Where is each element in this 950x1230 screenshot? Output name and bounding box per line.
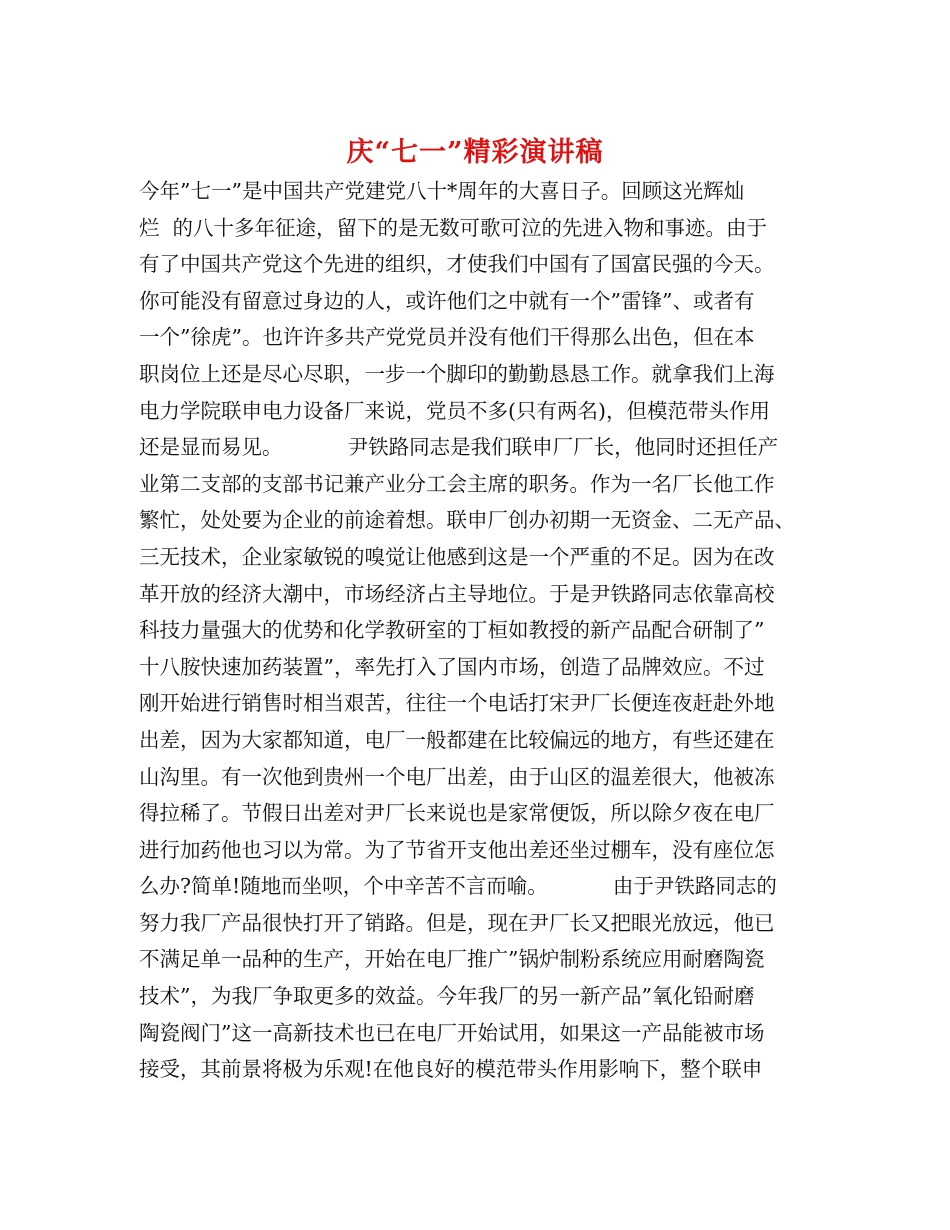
text-line: 烂 的八十多年征途，留下的是无数可歌可泣的先进入物和事迹。由于	[139, 215, 768, 240]
text-line: 繁忙，处处要为企业的前途着想。联申厂创办初期一无资金、二无产品、	[139, 508, 795, 533]
text-line: 科技力量强大的优势和化学教研室的丁桓如教授的新产品配合研制了”	[139, 618, 765, 643]
text-line: 么办?简单!随地而坐呗，个中辛苦不言而喻。 由于尹铁路同志的	[139, 874, 777, 899]
text-line: 有了中国共产党这个先进的组织，才使我们中国有了国富民强的今天。	[139, 252, 775, 277]
text-line: 技术”，为我厂争取更多的效益。今年我厂的另一新产品”氧化铅耐磨	[139, 984, 755, 1009]
text-line: 今年”七一”是中国共产党建党八十*周年的大喜日子。回顾这光辉灿	[139, 179, 745, 203]
text-line: 一个”徐虎”。也许许多共产党党员并没有他们干得那么出色，但在本	[139, 325, 755, 350]
text-line: 电力学院联申电力设备厂来说，党员不多(只有两名)，但模范带头作用	[139, 398, 770, 423]
text-line: 业第二支部的支部书记兼产业分工会主席的职务。作为一名厂长他工作	[139, 471, 775, 496]
text-line: 出差，因为大家都知道，电厂一般都建在比较偏远的地方，有些还建在	[139, 727, 775, 752]
body-text	[139, 173, 819, 1088]
text-line: 三无技术，企业家敏锐的嗅觉让他感到这是一个严重的不足。因为在改	[139, 544, 775, 569]
text-line: 不满足单一品种的生产，开始在电厂推广”锅炉制粉系统应用耐磨陶瓷	[139, 947, 765, 972]
text-line: 刚开始进行销售时相当艰苦，往往一个电话打宋尹厂长便连夜赶赴外地	[139, 691, 775, 716]
text-line: 职岗位上还是尽心尽职，一步一个脚印的勤勤恳恳工作。就拿我们上海	[139, 361, 775, 386]
text-line: 革开放的经济大潮中，市场经济占主导地位。于是尹铁路同志依靠高校	[139, 581, 775, 606]
text-line: 你可能没有留意过身边的人，或许他们之中就有一个”雷锋”、或者有	[139, 288, 755, 313]
text-line: 陶瓷阀门”这一高新技术也已在电厂开始试用，如果这一产品能被市场	[139, 1020, 765, 1045]
document-title: 庆“七一”精彩演讲稿	[346, 137, 604, 168]
text-line: 进行加药他也习以为常。为了节省开支他出差还坐过棚车，没有座位怎	[139, 837, 775, 862]
text-line: 还是显而易见。 尹铁路同志是我们联申厂厂长，他同时还担任产	[139, 435, 779, 460]
text-line: 努力我厂产品很快打开了销路。但是，现在尹厂长又把眼光放远，他已	[139, 910, 775, 935]
text-line: 山沟里。有一次他到贵州一个电厂出差，由于山区的温差很大，他被冻	[139, 764, 775, 789]
text-line: 接受，其前景将极为乐观!在他良好的模范带头作用影响下，整个联申	[139, 1057, 763, 1082]
text-line: 得拉稀了。节假日出差对尹厂长来说也是家常便饭，所以除夕夜在电厂	[139, 801, 775, 826]
text-line: 十八胺快速加药装置”，率先打入了国内市场，创造了品牌效应。不过	[139, 654, 765, 679]
